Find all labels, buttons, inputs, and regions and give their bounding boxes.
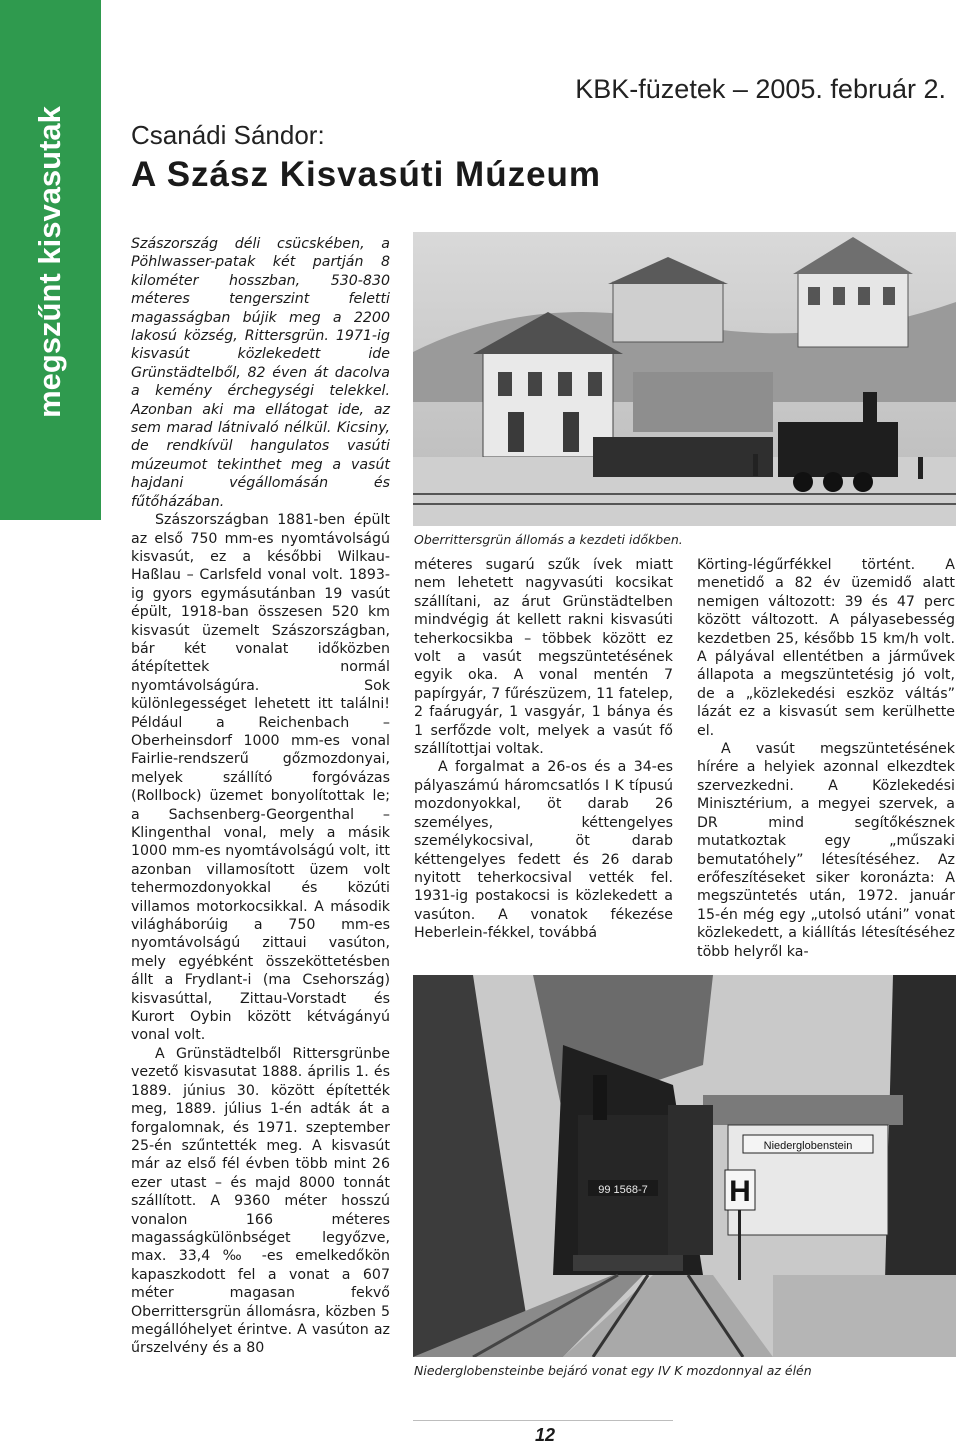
photo-caption: Oberrittersgrün állomás a kezdeti időkben. bbox=[414, 532, 683, 547]
photo-caption: Niederglobensteinbe bejáró vonat egy IV K mozdonnyal az élén bbox=[414, 1363, 812, 1378]
halt-sign-text: H bbox=[729, 1175, 751, 1208]
body-paragraph: A vasút megszüntetésének hírére a helyiek azonnal elkezdtek szervezkedni. A Közlekedési Minisztérium, a megyei szervek, a DR mind segítőkésznek mutatkoztak egy „műszaki bemutatóhely” létesítéséhez. Az erőfeszítéseket siker koronázta: A megszüntetés után, 1972. január 15-én még egy „utolsó utáni” vonat közlekedett, a kiállítás létesítéséhez több helyről ka- bbox=[697, 741, 955, 960]
section-label: megszűnt kisvasutak bbox=[32, 106, 67, 418]
body-paragraph: Szászországban 1881-ben épült az első 750 mm-es nyomtávolságú kisvasút, ez a későbbi Wilkau-Haßlau – Carlsfeld vonal volt. 1893-ig gyors egymásutánban 19 vasút épült, 1918-ban összesen 520 km kisvasút üzemelt Szászországban, bár két vonalat időközben átépítettek normál nyomtávolságúra. Sok különlegességet lehetett itt találni! Például a Reichenbach – Oberheinsdorf 1000 mm-es vonal Fairlie-rendszerű gőzmozdonyai, melyek szállító forgóvázas (Rollbock) üzemet bonyolítottak le; a Sachsenberg-Georgenthal – Klingenthal vonal, mely a másik 1000 mm-es nyomtávolságú volt, itt azonban villamosított üzem volt tehermozdonyokkal és közúti villamos motorkocsikkal. A második világháborúig a 750 mm-es nyomtávolságú zittaui vasúton, mely egyébként összeköttetésben állt a Frydlant-i (ma Csehország) kisvasúttal, Zittau-Vorstadt és Kurort Oybin között kétvágányú vonal volt. bbox=[131, 512, 390, 1044]
locomotive-number: 99 1568-7 bbox=[598, 1184, 648, 1196]
train-illustration bbox=[413, 975, 956, 1357]
article-author: Csanádi Sándor: bbox=[131, 120, 325, 150]
footer-divider bbox=[413, 1420, 673, 1421]
body-paragraph: A Grünstädtelből Rittersgrünbe vezető kisvasutat 1888. április 1. és 1889. június 30. között építették meg, 1889. július 1-én adták át a forgalomnak, és 1971. szeptember 25-én szűntették meg. A kisvasút már az első fél évben több mint 26 ezer utast – és majd 8000 tonnát szállított. A 9360 méter hosszú vonalon 166 méteres magasságkülönbséget legyőzve, max. 33,4 ‰ -es emelkedőkön kapaszkodott fel a vonat a 607 méter magasan fekvő Oberrittersgrün állomásra, közben 5 megállóhelyet érintve. A vasúton az űrszelvény és a 80 bbox=[131, 1045, 390, 1357]
text-column-1 bbox=[131, 235, 390, 1358]
article-lede: Szászország déli csücskében, a Pöhlwasser-patak két partján 8 kilométer hosszban, 530-830 méteres tengerszint feletti magasságban bújik meg a 2200 lakosú község, Rittersgrün. 1971-ig kisvasút közlekedett ide Grünstädtelből, 82 éven át dacolva a kemény érchegységi telekkel. Azonban aki ma ellátogat ide, az sem marad látnivaló nélkül. Kicsiny, de rendkívül hangulatos vasúti múzeumot tekinthet meg a vasút hajdani végállomásán és fűtőházában. bbox=[131, 236, 390, 510]
text-column-3 bbox=[697, 556, 955, 961]
photo-oberrittersgrun-station bbox=[413, 232, 956, 526]
photo-niederglobenstein-train bbox=[413, 975, 956, 1357]
publication-header: KBK-füzetek – 2005. február 2. bbox=[575, 74, 946, 104]
body-paragraph: Körting-légűrfékkel történt. A menetidő a 82 év üzemidő alatt nemigen változott: 39 és 47 perc között változott. A pályasebesség kezdetben 25, később 15 km/h volt. A pályával ellentétben a járművek állapota a megszüntetésig jó volt, de a „közlekedési eszköz váltás” lázát ez a kisvasút sem kerülhette el. bbox=[697, 557, 955, 739]
body-paragraph: A forgalmat a 26-os és a 34-es pályaszámú háromcsatlós I K típusú mozdonyokkal, öt darab 26 személyes, kéttengelyes személykocsival, öt darab kéttengelyes fedett és 26 darab nyitott teherkocsival vették fel. 1931-ig postakocsi is közlekedett a vasúton. A vonatok fékezése Heberlein-fékkel, továbbá bbox=[414, 759, 673, 942]
article-title: A Szász Kisvasúti Múzeum bbox=[131, 155, 602, 194]
page-number: 12 bbox=[534, 1425, 556, 1445]
station-illustration bbox=[413, 232, 956, 526]
station-sign-text: Niederglobenstein bbox=[763, 1140, 853, 1152]
text-column-2 bbox=[414, 556, 673, 943]
body-paragraph: méteres sugarú szűk ívek miatt nem lehetett nagyvasúti kocsikat szállítani, az árut Grünstädtelben mindvégig át kellett rakni kisvasúti teherkocsikba – többek között ez volt a vasút megszüntetésének egyik oka. A vonal mentén 7 papírgyár, 7 fűrészüzem, 11 fatelep, 2 faárugyár, 1 vasgyár, 1 bánya és 1 serfőzde volt, melyek a vasút fő szállítottjai voltak. bbox=[414, 557, 673, 758]
section-sidebar bbox=[0, 0, 101, 520]
